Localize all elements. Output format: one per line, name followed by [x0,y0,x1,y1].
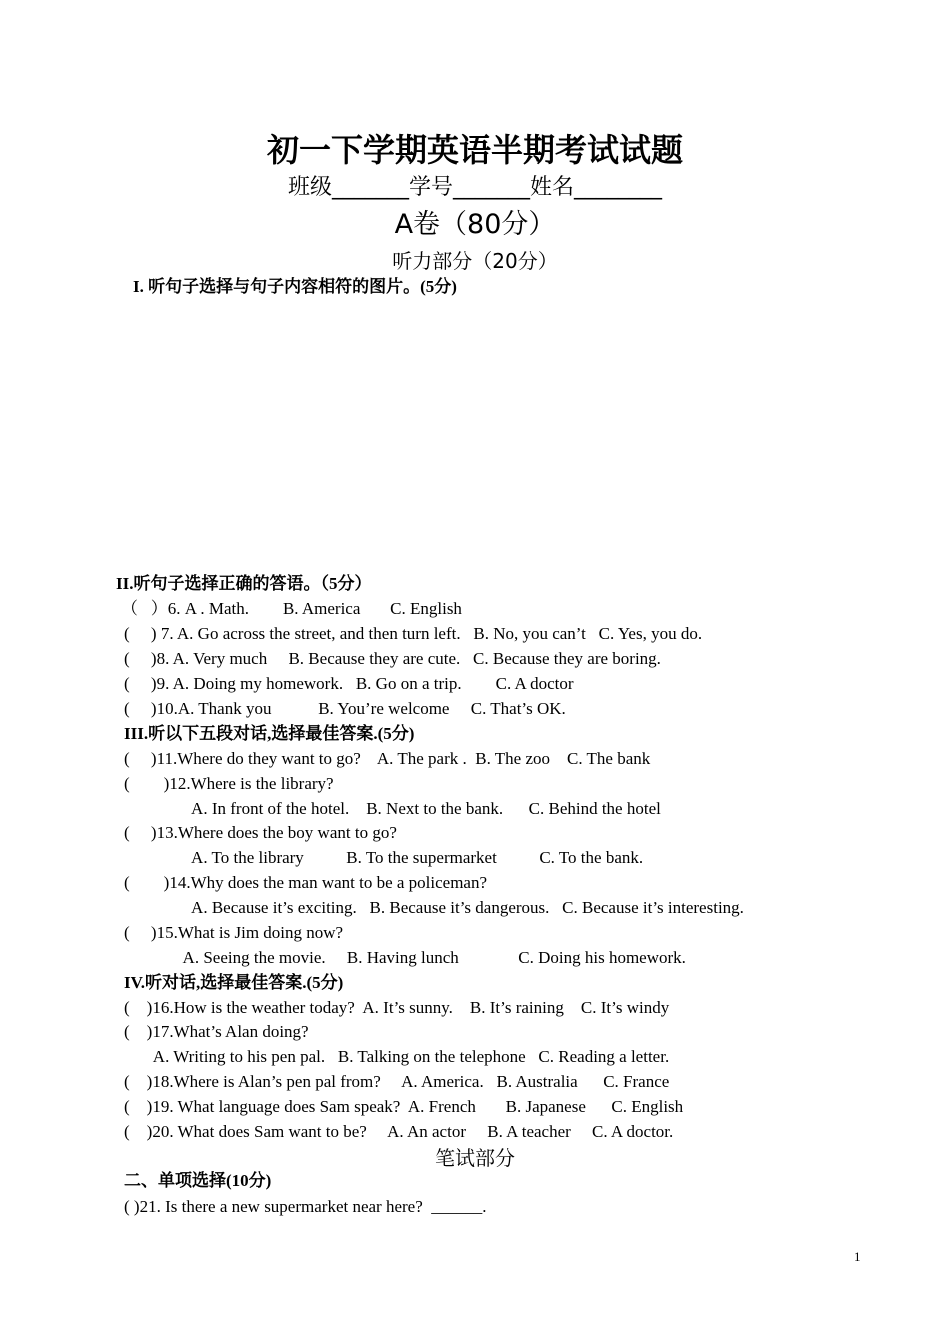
section-2-heading: II.听句子选择正确的答语。（5分） [116,574,372,593]
exam-title: 初一下学期英语半期考试试题 [266,131,683,169]
paper-a-heading: A卷（80分） [394,209,556,240]
question-line: ( )17.What’s Alan doing? [124,1022,309,1041]
question-line: （ ）6. A . Math. B. America C. English [121,599,462,618]
page-number: 1 [854,1249,861,1264]
section-4-heading: IV.听对话,选择最佳答案.(5分) [124,973,344,992]
question-line: ( )20. What does Sam want to be? A. An actor B. A teacher C. A doctor. [124,1122,674,1141]
option-line: A. Seeing the movie. B. Having lunch C. Doing his homework. [124,948,686,967]
picture-area [130,305,820,565]
question-line: ( ) 7. A. Go across the street, and then turn left. B. No, you can’t C. Yes, you do. [124,624,703,643]
question-line: ( )10.A. Thank you B. You’re welcome C. That’s OK. [124,699,566,718]
question-line: ( )15.What is Jim doing now? [124,923,344,942]
listening-heading: 听力部分（20分） [392,249,558,273]
question-line: ( )18.Where is Alan’s pen pal from? A. America. B. Australia C. France [124,1072,670,1091]
section-5-heading: 二、单项选择(10分) [124,1171,272,1190]
writing-heading: 笔试部分 [435,1146,515,1170]
option-line: A. Writing to his pen pal. B. Talking on the telephone C. Reading a letter. [124,1047,670,1066]
student-info-line: 班级_______学号_______姓名________ [287,175,662,200]
section-3-heading: III.听以下五段对话,选择最佳答案.(5分) [124,724,415,743]
option-line: A. Because it’s exciting. B. Because it’s dangerous. C. Because it’s interesting. [124,898,744,917]
question-line: ( )8. A. Very much B. Because they are cute. C. Because they are boring. [124,649,661,668]
section-1-heading: I. 听句子选择与句子内容相符的图片。(5分) [133,277,457,296]
option-line: A. To the library B. To the supermarket C. To the bank. [124,848,644,867]
question-line: ( )19. What language does Sam speak? A. French B. Japanese C. English [124,1097,684,1116]
question-line: ( )12.Where is the library? [124,774,334,793]
question-line: ( )13.Where does the boy want to go? [124,823,397,842]
question-line: ( )11.Where do they want to go? A. The park . B. The zoo C. The bank [124,749,651,768]
question-line: ( )16.How is the weather today? A. It’s sunny. B. It’s raining C. It’s windy [124,998,670,1017]
question-line: ( )14.Why does the man want to be a policeman? [124,873,488,892]
option-line: A. In front of the hotel. B. Next to the bank. C. Behind the hotel [124,799,661,818]
question-line: ( )21. Is there a new supermarket near here? ______. [124,1197,487,1216]
question-line: ( )9. A. Doing my homework. B. Go on a trip. C. A doctor [124,674,574,693]
